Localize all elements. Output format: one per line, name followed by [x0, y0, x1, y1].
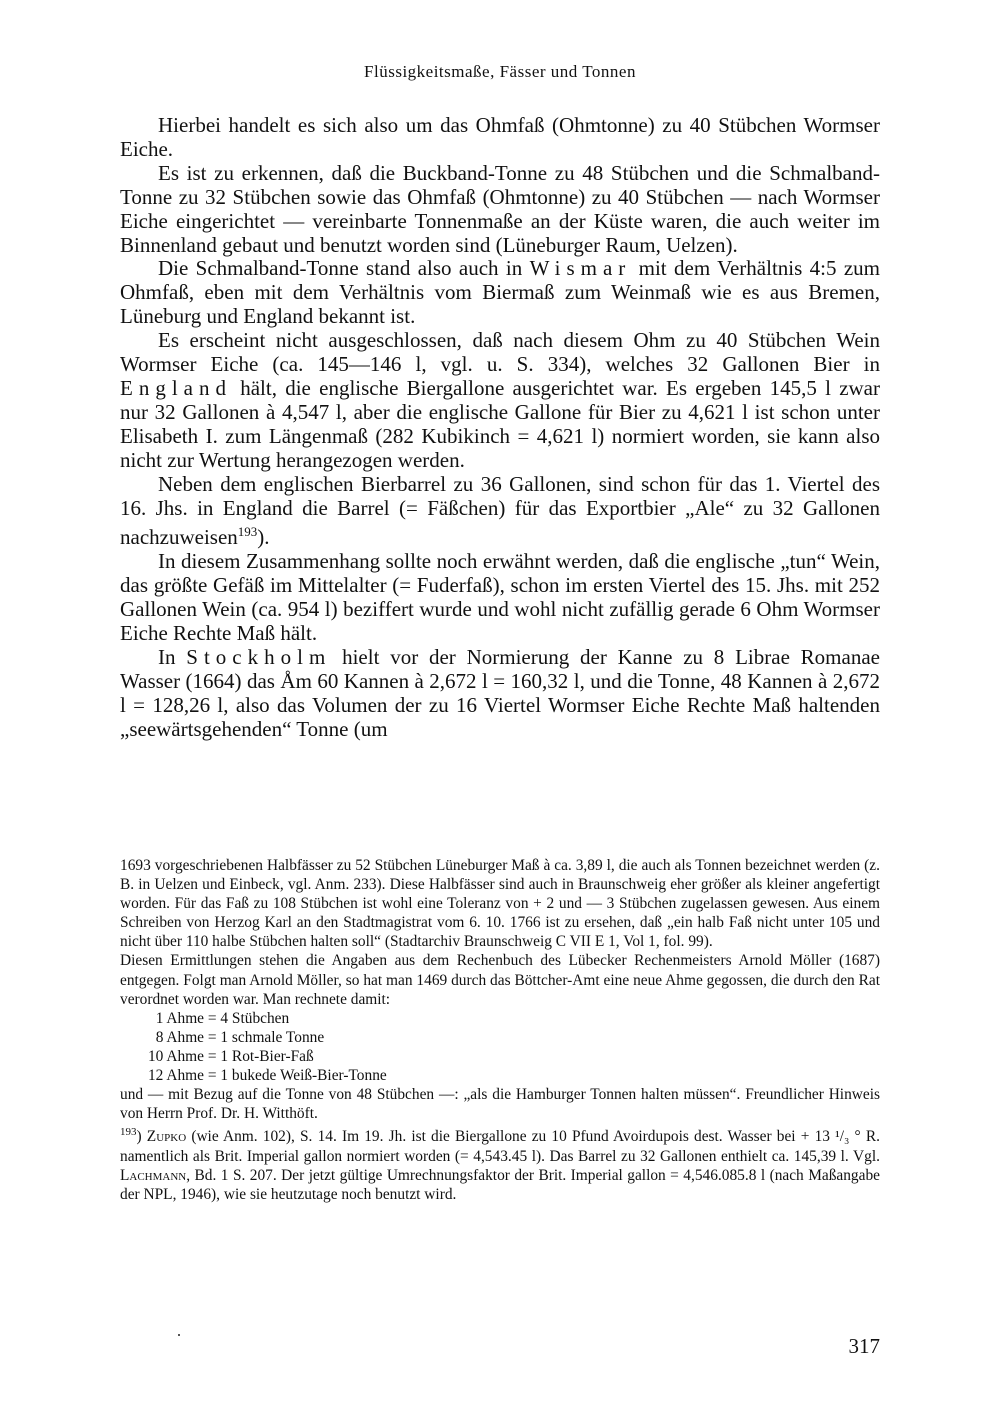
paragraph: In Stockholm hielt vor der Normierung der Kanne zu 8 Librae Romanae Wasser (1664) das Åm 60 Kannen à 2,672 l = 160,32 l, und die Tonne, 48 Kannen à 2,672 l = 128,26 l, also das Volumen der zu 16 Viertel Wormser Eiche Rechte Maß haltenden „seewärtsgehenden“ Tonne (um: [120, 644, 880, 741]
list-item: 10 Ahme = 1 Rot-Bier-Faß: [147, 1047, 314, 1065]
spaced-place-name: Wismar: [529, 256, 632, 281]
list-item: 1 Ahme = 4 Stübchen: [155, 1009, 290, 1027]
author-name: Lachmann: [120, 1166, 187, 1184]
paragraph: Hierbei handelt es sich also um das Ohmfaß (Ohmtonne) zu 40 Stübchen Wormser Eiche.: [120, 113, 880, 161]
footnote-number: 193: [120, 1126, 137, 1139]
author-name: Zupko: [146, 1128, 187, 1146]
running-head: Flüssigkeitsmaße, Fässer und Tonnen: [364, 62, 636, 81]
paragraph: In diesem Zusammenhang sollte noch erwähnt werden, daß die englische „tun“ Wein, das größte Gefäß im Mittelalter (= Fuderfaß), schon im ersten Viertel des 15. Jhs. mit 252 Gallonen Wein (ca. 954 l) beziffert wurde und wohl nicht zufällig gerade 6 Ohm Wormser Eiche Rechte Maß hält.: [120, 549, 880, 646]
footnote-continuation: Diesen Ermittlungen stehen die Angaben aus dem Rechenbuch des Lübecker Rechenmeisters Arnold Möller (1687) entgegen. Folgt man Arnold Möller, so hat man 1469 durch das Böttcher-Amt eine neue Ahme gegossen, die durch den Rat verordnet worden war. Man rechnete damit:: [120, 952, 880, 1008]
footnote-193: $^{193}$) Zupko (wie Anm. 102), S. 14. Im 19. Jh. ist die Biergallone zu 10 Pfund Avoirdupois dest. Wasser bei + 13 ¹/₃ ° R. namentlich als Brit. Imperial gallon normiert worden (= 4,543.45 l). Das Barrel zu 32 Gallonen enthielt ca. 145,39 l. Vgl. Lachmann, Bd. 1 S. 207. Der jetzt gültige Umrechnungsfaktor der Brit. Imperial gallon = 4,546.085.8 l (nach Maßangabe der NPL, 1946), wie sie heutzutage noch benutzt wird.: [120, 1126, 880, 1203]
paragraph: Die Schmalband-Tonne stand also auch in Wismar mit dem Verhältnis 4:5 zum Ohmfaß, eben mit dem Verhältnis vom Biermaß zum Weinmaß wie es aus Bremen, Lüneburg und England bekannt ist.: [120, 256, 880, 329]
paragraph: Neben dem englischen Bierbarrel zu 36 Gallonen, sind schon für das 1. Viertel des 16. Jhs. in England die Barrel (= Fäßchen) für das Exportbier „Ale“ zu 32 Gallonen nachzuweisen$^{193}$).: [120, 471, 880, 550]
spaced-place-name: England: [120, 375, 232, 400]
footnote-continuation: und — mit Bezug auf die Tonne von 48 Stübchen —: „als die Hamburger Tonnen halten müssen“. Freundlicher Hinweis von Herrn Prof. Dr. H. Witthöft.: [120, 1086, 880, 1123]
main-text: [120, 114, 880, 742]
page-number: 317: [848, 1334, 880, 1358]
spaced-place-name: Stockholm: [186, 644, 332, 669]
footnote-continuation: 1693 vorgeschriebenen Halbfässer zu 52 Stübchen Lüneburger Maß à ca. 3,89 l, die auch als Tonnen bezeichnet werden (z. B. in Uelzen und Einbeck, vgl. Anm. 233). Diese Halbfässer sind auch in Braunschweig eher größer als kleiner angefertigt worden. Für das Faß zu 108 Stübchen ist wohl eine Toleranz von + 2 und — 3 Stübchen zugelassen gewesen. Aus einem Schreiben von Herzog Karl an den Stadtmagistrat vom 6. 10. 1766 ist zu ersehen, daß „ein halb Faß nicht unter 105 und nicht über 110 halbe Stübchen halten soll“ (Stadtarchiv Braunschweig C VII E 1, Vol 1, fol. 99).: [120, 857, 880, 951]
list-item: 8 Ahme = 1 schmale Tonne: [155, 1028, 325, 1046]
paragraph: Es ist zu erkennen, daß die Buckband-Tonne zu 48 Stübchen und die Schmalband-Tonne zu 32 Stübchen sowie das Ohmfaß (Ohmtonne) zu 40 Stübchen — nach Wormser Eiche eingerichtet — vereinbarte Tonnenmaße an der Küste waren, die auch weiter im Binnenland gebaut und benutzt worden sind (Lüneburger Raum, Uelzen).: [120, 160, 880, 257]
footnote-reference: 193: [237, 524, 258, 540]
footnotes: [120, 856, 880, 1204]
list-item: 12 Ahme = 1 bukede Weiß-Bier-Tonne: [147, 1067, 387, 1085]
print-speck: [178, 1334, 180, 1336]
measure-list: [120, 1009, 880, 1085]
paragraph: Es erscheint nicht ausgeschlossen, daß nach diesem Ohm zu 40 Stübchen Wein Wormser Eiche (ca. 145—146 l, vgl. u. S. 334), welches 32 Gallonen Bier in England hält, die englische Biergallone ausgerichtet war. Es ergeben 145,5 l zwar nur 32 Gallonen à 4,547 l, aber die englische Gallone für Bier zu 4,621 l ist schon unter Elisabeth I. zum Längenmaß (282 Kubikinch = 4,621 l) normiert worden, sie kann also nicht zur Wertung herangezogen werden.: [120, 328, 880, 472]
